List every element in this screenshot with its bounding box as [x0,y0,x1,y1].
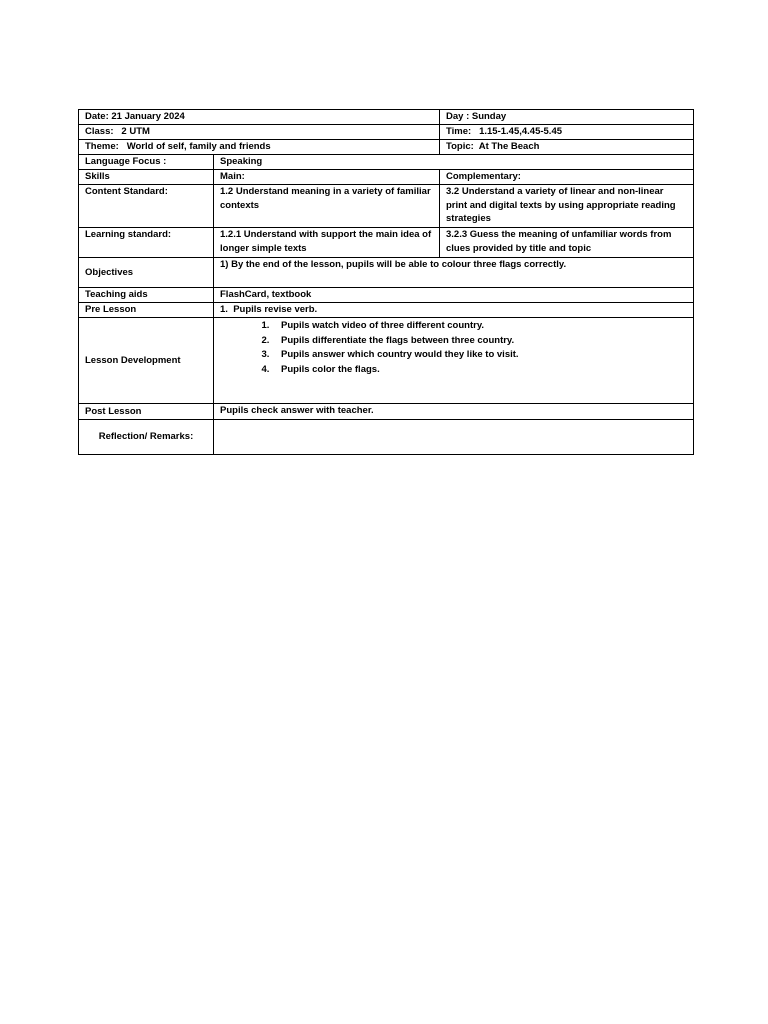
post-lesson-label: Post Lesson [79,404,214,420]
row-theme-topic [79,140,694,155]
language-focus-label: Language Focus : [79,155,214,170]
pre-lesson-value: 1. Pupils revise verb. [214,303,694,318]
post-lesson-value: Pupils check answer with teacher. [214,404,694,420]
list-item: 2. Pupils differentiate the flags between three country. [272,334,687,349]
theme-cell: Theme: World of self, family and friends [79,140,440,155]
teaching-aids-value: FlashCard, textbook [214,288,694,303]
learning-standard-main: 1.2.1 Understand with support the main idea of longer simple texts [214,228,440,258]
date-cell: Date: 21 January 2024 [79,110,440,125]
skills-main: Main: [214,170,440,185]
row-skills [79,170,694,185]
content-standard-main: 1.2 Understand meaning in a variety of familiar contexts [214,185,440,228]
list-item: 3. Pupils answer which country would they like to visit. [272,348,687,363]
row-post-lesson [79,404,694,420]
row-learning-standard [79,228,694,258]
day-cell: Day : Sunday [440,110,694,125]
objectives-label: Objectives [79,258,214,288]
row-teaching-aids [79,288,694,303]
row-class-time [79,125,694,140]
lesson-development-value [214,318,694,404]
list-item: 4. Pupils color the flags. [272,363,687,378]
row-language-focus [79,155,694,170]
reflection-label: Reflection/ Remarks: [79,420,214,455]
lesson-plan-table [78,109,694,455]
skills-label: Skills [79,170,214,185]
topic-cell: Topic: At The Beach [440,140,694,155]
pre-lesson-label: Pre Lesson [79,303,214,318]
row-reflection [79,420,694,455]
class-cell: Class: 2 UTM [79,125,440,140]
list-item: 1. Pupils watch video of three different country. [272,319,687,334]
learning-standard-complementary: 3.2.3 Guess the meaning of unfamiliar words from clues provided by title and topic [440,228,694,258]
row-lesson-development [79,318,694,404]
content-standard-complementary: 3.2 Understand a variety of linear and non-linear print and digital texts by using appropriate reading strategies [440,185,694,228]
row-pre-lesson [79,303,694,318]
skills-complementary: Complementary: [440,170,694,185]
time-cell: Time: 1.15-1.45,4.45-5.45 [440,125,694,140]
row-date-day [79,110,694,125]
objectives-value: 1) By the end of the lesson, pupils will be able to colour three flags correctly. [214,258,694,288]
row-content-standard [79,185,694,228]
lesson-development-steps [220,319,687,377]
reflection-value [214,420,694,455]
teaching-aids-label: Teaching aids [79,288,214,303]
row-objectives [79,258,694,288]
language-focus-value: Speaking [214,155,694,170]
lesson-development-label: Lesson Development [79,318,214,404]
content-standard-label: Content Standard: [79,185,214,228]
learning-standard-label: Learning standard: [79,228,214,258]
